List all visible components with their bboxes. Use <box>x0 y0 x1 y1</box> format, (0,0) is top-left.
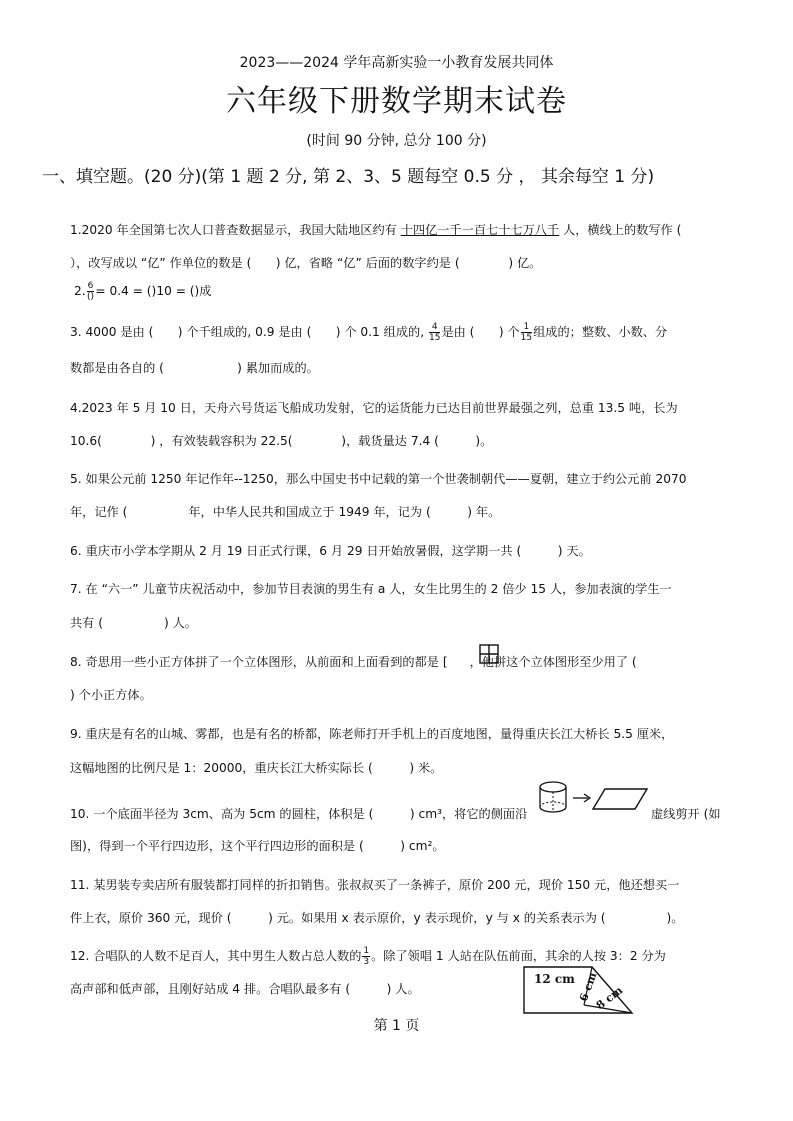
fraction-4-15: $\frac{4}{15}$ <box>428 322 441 343</box>
label-6cm: 6 cm <box>576 970 600 1004</box>
question-8-line-2: ) 个小正方体。 <box>70 688 152 702</box>
question-12-line-2: 高声部和低声部，且刚好站成 4 排。合唱队最多有 ( ) 人。 <box>70 982 420 996</box>
question-7-line-1: 7. 在 “六一” 儿童节庆祝活动中，参加节目表演的男生有 a 人，女生比男生的 2 倍少 15 人，参加表演的学生一 <box>70 582 672 596</box>
parallelogram-icon <box>591 787 649 811</box>
label-8cm: 8 cm <box>593 983 626 1013</box>
question-10-line-1-end: 虚线剪开 (如 <box>651 807 721 821</box>
fraction-1-15: $\frac{1}{15}$ <box>520 322 533 343</box>
question-6: 6. 重庆市小学本学期从 2 月 19 日正式行课，6 月 29 日开始放暑假，这学期一共 ( ) 天。 <box>70 544 591 558</box>
cylinder-icon <box>538 781 572 815</box>
question-4-line-1: 4.2023 年 5 月 10 日，天舟六号货运飞船成功发射，它的运货能力已达目前世界最强之列，总重 13.5 吨，长为 <box>70 401 678 415</box>
question-9-line-2: 这幅地图的比例尺是 1：20000，重庆长江大桥实际长 ( ) 米。 <box>70 761 443 775</box>
question-3-line-2: 数都是由各自的 ( ) 累加而成的。 <box>70 361 319 375</box>
exam-info: (时间 90 分钟, 总分 100 分) <box>306 133 487 149</box>
question-2: 2. $\frac{6}{()}$ = 0.4 = ()10 = ()成 <box>74 281 212 302</box>
org-line: 2023——2024 学年高新实验一小教育发展共同体 <box>239 55 554 71</box>
question-1-line-2: ），改写成以 “亿” 作单位的数是 ( ) 亿，省略 “亿” 后面的数字约是 ( ) 亿。 <box>70 256 542 270</box>
question-5-line-2: 年，记作 ( 年，中华人民共和国成立于 1949 年，记为 ( ) 年。 <box>70 505 501 519</box>
question-10-line-2: 图)，得到一个平行四边形，这个平行四边形的面积是 ( ) cm²。 <box>70 839 445 853</box>
question-7-line-2: 共有 ( ) 人。 <box>70 616 197 630</box>
question-4-line-2: 10.6( ) ，有效装载容积为 22.5( )，载货量达 7.4 ( )。 <box>70 434 493 448</box>
question-8-line-1: 8. 奇思用一些小正方体拼了一个立体图形，从前面和上面看到的都是 [ ，他拼这个立体图形至少用了 ( <box>70 655 637 669</box>
page-title: 六年级下册数学期末试卷 <box>226 84 567 119</box>
question-9-line-1: 9. 重庆是有名的山城、雾都，也是有名的桥都，陈老师打开手机上的百度地图，量得重庆长江大桥长 5.5 厘米， <box>70 727 674 741</box>
section-heading: 一、填空题。(20 分)(第 1 题 2 分, 第 2、3、5 题每空 0.5 分 ， 其余每空 1 分) <box>42 167 655 187</box>
grid-view-icon <box>479 644 499 664</box>
question-5-line-1: 5. 如果公元前 1250 年记作年--1250，那么中国史书中记载的第一个世袭制朝代——夏朝，建立于约公元前 2070 <box>70 472 687 486</box>
question-10-line-1: 10. 一个底面半径为 3cm、高为 5cm 的圆柱，体积是 ( ) cm³，将它的侧面沿 <box>70 807 528 821</box>
trapezoid-figure <box>522 965 637 1020</box>
question-11-line-1: 11. 某男装专卖店所有服装都打同样的折扣销售。张叔叔买了一条裤子，原价 200 元，现价 150 元，他还想买一 <box>70 878 680 892</box>
question-1-line-1: 1.2020 年全国第七次人口普查数据显示，我国大陆地区约有 十四亿一千一百七十七万八千 人，横线上的数写作 ( <box>70 223 682 237</box>
label-12cm: 12 cm <box>534 972 575 986</box>
underlined-number: 十四亿一千一百七十七万八千 <box>400 223 560 237</box>
question-12-line-1: 12. 合唱队的人数不足百人，其中男生人数占总人数的 $\frac{1}{3}$ 。除了领唱 1 人站在队伍前面，其余的人按 3：2 分为 <box>70 946 666 967</box>
question-11-line-2: 件上衣，原价 360 元，现价 ( ) 元。如果用 x 表示原价，y 表示现价，y 与 x 的关系表示为 ( )。 <box>70 911 684 925</box>
arrow-icon <box>573 793 591 803</box>
page-number: 第 1 页 <box>373 1018 420 1034</box>
fraction-1-3: $\frac{1}{3}$ <box>363 946 370 967</box>
question-3-line-1: 3. 4000 是由 ( ) 个千组成的, 0.9 是由 ( ) 个 0.1 组成的, $\frac{4}{15}$ 是由 ( ) 个 $\frac{1}{15}$ 组成的；整数、小数、分 <box>70 322 668 343</box>
